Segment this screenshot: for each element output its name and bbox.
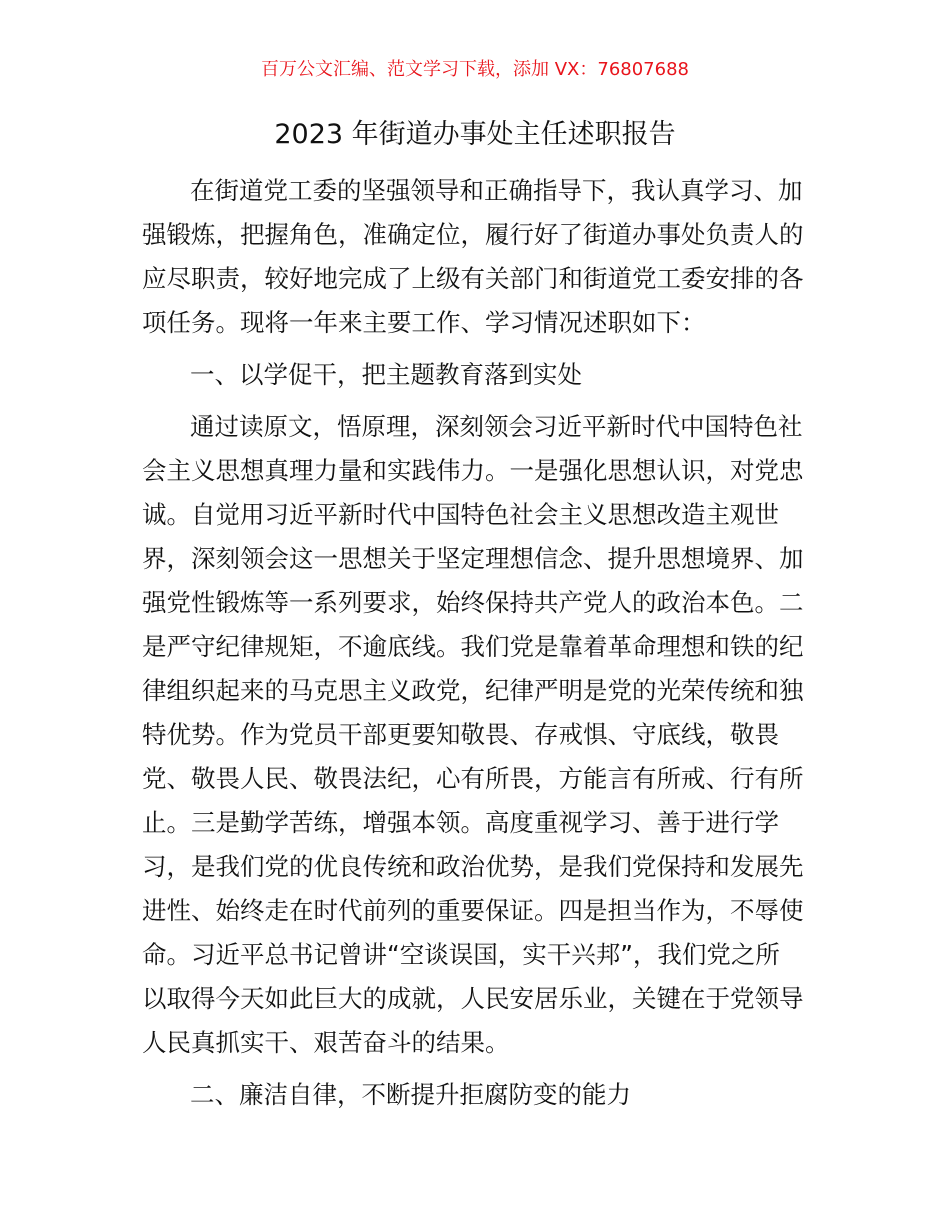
paragraph-line: 以取得今天如此巨大的成就，人民安居乐业，关键在于党领导: [142, 984, 804, 1013]
section-heading: 一、以学促干，把主题教育落到实处: [190, 360, 582, 389]
paragraph-line: 强党性锻炼等一系列要求，始终保持共产党人的政治本色。二: [142, 588, 804, 617]
paragraph-line: 律组织起来的马克思主义政党，纪律严明是党的光荣传统和独: [142, 676, 804, 705]
paragraph-line: 会主义思想真理力量和实践伟力。一是强化思想认识，对党忠: [142, 456, 804, 485]
paragraph-line: 界，深刻领会这一思想关于坚定理想信念、提升思想境界、加: [142, 544, 804, 573]
header-ad-line: 百万公文汇编、范文学习下载，添加 VX：76807688: [261, 59, 689, 80]
paragraph-line: 应尽职责，较好地完成了上级有关部门和街道党工委安排的各: [142, 264, 804, 293]
paragraph-line: 是严守纪律规矩，不逾底线。我们党是靠着革命理想和铁的纪: [142, 632, 804, 661]
paragraph-line: 进性、始终走在时代前列的重要保证。四是担当作为，不辱使: [142, 896, 804, 925]
paragraph-line: 习，是我们党的优良传统和政治优势，是我们党保持和发展先: [142, 852, 804, 881]
section-heading: 二、廉洁自律，不断提升拒腐防变的能力: [190, 1080, 631, 1109]
paragraph-line: 在街道党工委的坚强领导和正确指导下，我认真学习、加: [190, 176, 803, 205]
paragraph-line: 诚。自觉用习近平新时代中国特色社会主义思想改造主观世: [142, 500, 779, 529]
paragraph-line: 命。习近平总书记曾讲“空谈误国，实干兴邦”，我们党之所: [142, 940, 780, 969]
paragraph-line: 人民真抓实干、艰苦奋斗的结果。: [142, 1028, 510, 1057]
paragraph-line: 党、敬畏人民、敬畏法纪，心有所畏，方能言有所戒、行有所: [142, 764, 804, 793]
paragraph-line: 项任务。现将一年来主要工作、学习情况述职如下：: [142, 308, 706, 337]
paragraph-line: 特优势。作为党员干部更要知敬畏、存戒惧、守底线，敬畏: [142, 720, 779, 749]
paragraph-line: 强锻炼，把握角色，准确定位，履行好了街道办事处负责人的: [142, 220, 804, 249]
document-title: 2023 年街道办事处主任述职报告: [274, 119, 676, 150]
paragraph-line: 止。三是勤学苦练，增强本领。高度重视学习、善于进行学: [142, 808, 779, 837]
paragraph-line: 通过读原文，悟原理，深刻领会习近平新时代中国特色社: [190, 412, 803, 441]
